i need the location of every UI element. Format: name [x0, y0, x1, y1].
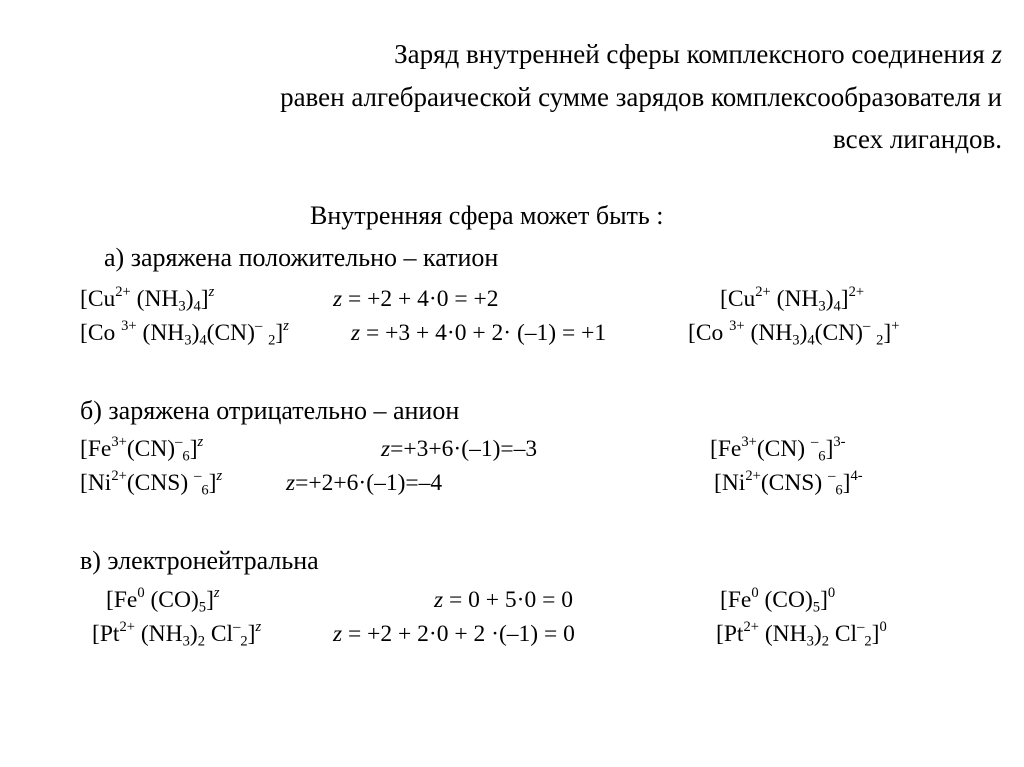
result-cu: [$Cu^{2+}$ $(NH_3)_4]^{2+}$: [720, 284, 865, 315]
formula-cu: [$Cu^{2+}$ $(NH_3)_4]^z$: [80, 284, 215, 315]
result-ni-cns: [$Ni^{2+}(CNS)$ –$_6$]$^{4-}$: [714, 468, 863, 499]
charge-variable: z: [991, 39, 1002, 69]
section-c-title: в) электронейтральна: [80, 546, 319, 575]
formula-fe-cn: $[Fe^{3+}(CN)^-_6]^z$: [80, 434, 204, 465]
result-co: [Co $^{3+}$ $(NH_3)_4(CN)^-$ $_2$]+: [688, 318, 900, 349]
formula-ni-cns: [$Ni^{2+}(CNS)$ –$_6$]$^z$: [80, 468, 223, 499]
formula-fe-co: [Fe$^0$ $(CO)_5]^z$: [106, 585, 220, 616]
equation-fe-cn: z=+3+6·(–1)=–3: [381, 436, 538, 462]
equation-fe-co: z = 0 + 5·0 = 0: [434, 587, 573, 613]
equation-ni-cns: z=+2+6·(–1)=–4: [286, 470, 443, 496]
section-b-title: б) заряжена отрицательно – анион: [80, 396, 460, 425]
result-pt: [$Pt^{2+}$ $(NH_3)_2$ $Cl^-_2]^0$: [716, 619, 887, 650]
result-fe-cn: [$Fe^{3+}(CN)$ –$_6$]$^{3-}$: [710, 434, 846, 465]
result-fe-co: [Fe$^0$ $(CO)_5]^0$: [720, 585, 836, 616]
equation-cu: z = +2 + 4·0 = +2: [333, 286, 499, 312]
equation-co: z = +3 + 4·0 + 2· (–1) = +1: [351, 320, 607, 346]
intro-line-2: равен алгебраической сумме зарядов комплексообразователя и: [280, 82, 1002, 112]
formula-co: [Co $^{3+}$ $(NH_3)_4(CN)^-$ $_2$]$^z$: [80, 318, 289, 349]
equation-pt: z = +2 + 2·0 + 2 ·(–1) = 0: [333, 621, 575, 647]
formula-pt: [$Pt^{2+}$ $(NH_3)_2$ $Cl^-_2]^z$: [92, 619, 262, 650]
intro-line-1: Заряд внутренней сферы комплексного соединения z: [394, 39, 1002, 69]
intro-line-3: всех лигандов.: [833, 124, 1002, 154]
section-a-title: а) заряжена положительно – катион: [104, 243, 499, 272]
lead-heading: Внутренняя сфера может быть :: [310, 201, 664, 230]
